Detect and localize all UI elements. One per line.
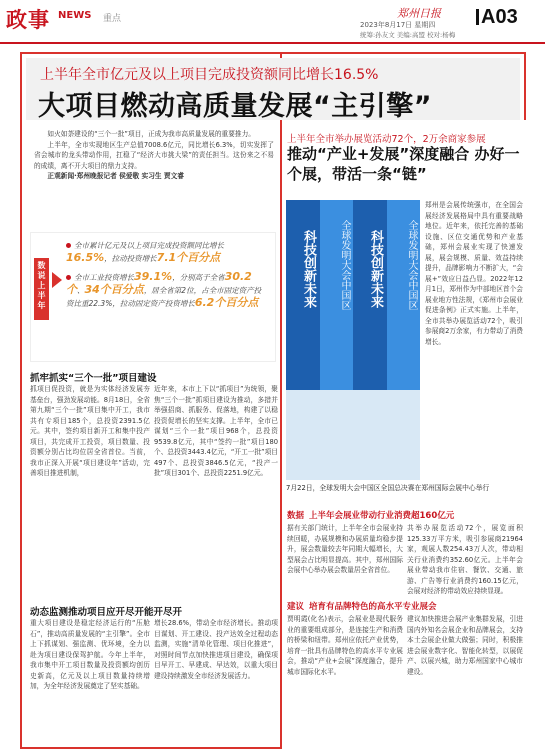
expo-photo [286,200,420,480]
suggestion-heading [287,600,437,612]
body-text: 抓项目促投资，就是为实体经济发展夯基垒台，强劲发展动能。8月18日，全省第九期“三个一批”项目集中开工，我市共有专项目185个，总投资2391.5亿元。其中，签约项目新开工和集中投产项目，共完成开工投资，项目数量、投资额分别占比均位居全省首位。当前，我市正深入开展“项目建设年”活动，完善项目推进机制， [30,385,150,477]
data-heading-text: 上半年会展业带动行业消费超160亿元 [309,511,455,521]
section-sub: 重点 [103,14,122,24]
masthead-rule [0,42,545,44]
bullet-icon [66,275,71,280]
section-en: NEWS [58,10,92,21]
feature-kicker: 上半年全市亿元及以上项目完成投资额同比增长16.5% [40,67,379,83]
body-text: 贾明霞(化名)表示，会展业是现代服务业的重要组成部分，是连接生产和消费的桥梁和纽带。郑州应依托产业优势，培育一批具有品牌特色的高水平专业展会，推动“产业+会展”深度融合，提升城市国际化水平。 [287,615,403,676]
arrow-icon [52,272,62,288]
expo-body: 郑州是会展传统强市，在全国会展经济发展格局中具有重要战略地位。近年来，依托完善的基础设施、区位交通优势和产业基础，郑州会展业实现了快速发展，展会规模、质量、效益持续提升，品牌影响力不断扩大，“会展+”效应日益凸显。2022年12月1日，郑州作为中部地区首个会展业地方性法规，《郑州市会展业促进条例》正式实施。上半年，全市共举办展览活动72个，吸引参展商2万余家，有力带动了消费增长。 [425,201,523,346]
feature-headline: 大项目燃动高质量发展“主引擎” [38,91,432,122]
infobox-highlight: 34个百分点 [84,283,144,296]
body-text: 近年来，本市上下以“抓项目”为统领，聚焦“三个一批”抓项目建设为推动，多措并举强招商、抓服务、促落地，构建了以稳投资促增长的坚实支撑。上半年，全市已谋划“三个一批”项目968个，总投资9539.8亿元，其中“签约一批”项目180个、总投资3443.4亿元，“开工一批”项目497个、总投资3846.5亿元，“投产一批”项目301个、总投资2251.9亿元。 [154,385,278,477]
page-number [476,6,518,29]
photo-stage [286,390,420,480]
subheading-monitoring: 动态监测推动项目应开尽开能开尽开 [30,607,183,618]
infobox-text: 全市累计亿元及以上项目完成投资额同比增长 [74,241,224,250]
lead-paragraph: 上半年，全市实现地区生产总值7008.6亿元，同比增长6.3%，切实发挥了省会城市的龙头带动作用，扛稳了“经济大市挑大梁”的责任担当。这份来之不易的成绩，离不开大项目的鼎力支持。 [34,140,274,170]
banner-text: 科技创新未来 [368,230,383,308]
infobox-highlight: 39.1% [134,270,173,283]
infobox-item [66,240,266,265]
body-text: 重大项目建设是稳定经济运行的“压舱石”，推动高质量发展的“主引擎”。全市上下抓谋划、强监测、优环境，全力以赴为项目建设保驾护航。今年上半年，我市集中开工项目数量及投资额均创历史新高，亿元及以上项目数量持续增加，为全年经济发展奠定了坚实基础。 [30,619,150,690]
data-label: 数据 [287,511,305,521]
banner-text: 科技创新未来 [301,230,316,308]
infobox-item [66,271,266,310]
suggestion-label: 建议 [287,602,305,612]
infobox-text: ，居全省第2位，占全市固定资产投资比重22.3%，拉动固定资产投资增长 [66,286,262,308]
banner-text: 全球发明大会中国区 [406,220,417,310]
editors-credit: 统筹:孙友文 美编:高盟 校对:杨梅 [360,31,456,39]
bullet-icon [66,243,71,248]
infobox-lines [66,240,266,310]
feature-lead [34,129,274,182]
infobox-highlight: 6.2个百分点 [194,296,259,309]
data-heading [287,509,454,521]
photo-caption: 7月22日，全球发明大会中国区全国总决赛在郑州国际会展中心举行 [286,484,490,492]
infobox-text: 全市工业投资增长 [74,273,134,282]
suggestion-heading-text: 培育有品牌特色的高水平专业展会 [309,602,437,612]
subheading-projects: 抓牢抓实“三个一批”项目建设 [30,373,157,384]
body-text: 建议加快推进会展产业集群发展，引进国内外知名会展企业和品牌展会，支持本土会展企业做大做强；同时，积极推进会展业数字化、智能化转型，以展促产、以展兴城，助力郑州国家中心城市建设。 [407,615,523,676]
banner-text: 全球发明大会中国区 [339,220,350,310]
infobox-highlight: 30.2个 [66,270,252,296]
infobox-text: ，拉动投资增长 [104,254,157,263]
infobox-tag: 数说上半年 [34,258,49,320]
body-text: 据有关部门统计，上半年全市会展业持续回暖，办展规模和办展质量均稳步提升，展会数量较去年同期大幅增长，大型展会占比明显提高。其中，郑州国际会展中心举办展会数量居全省首位。 [287,524,403,574]
infobox-highlight: 7.1个百分点 [156,251,221,264]
body-text: 增长28.6%，带动全市经济增长。推动项目谋划、开工建设、投产达效全过程动态监测，实施“清单化管理、项目化推进”，对照时间节点加快推进项目建设，确保项目早开工、早建成、早达效，以重大项目建设持续激发全市经济发展活力。 [154,619,278,680]
lead-paragraph: 如火如荼建设的“三个一批”项目，正成为我市高质量发展的重要推力。 [47,130,255,138]
newspaper-logo: 郑州日报 [397,7,441,20]
infobox-text: 、 [77,286,85,295]
issue-date: 2023年8月17日 星期四 [360,21,436,29]
infobox-highlight: 16.5% [66,251,105,264]
section-name: 政事 [6,8,50,32]
reporters: 正观新闻·郑州晚报记者 侯爱敬 实习生 贾文睿 [47,172,184,180]
expo-headline: 推动“产业+发展”深度融合 办好一个展，带活一条“链” [287,145,520,183]
body-text: 共举办展览活动72个，展览面积125.33万平方米，吸引参展商21964家，观展人数254.43万人次，带动相关行业消费约352.60亿元。上半年会展业带动我市住宿、餐饮、交通、旅游、广告等行业消费约160.15亿元，会展对经济的带动效应持续显现。 [407,524,523,595]
page-number-text: A03 [481,6,518,28]
page-bar-icon [476,9,479,25]
expo-kicker: 上半年全市举办展览活动72个，2万余商家参展 [287,134,486,145]
infobox-text: ，分别高于全省 [172,273,225,282]
